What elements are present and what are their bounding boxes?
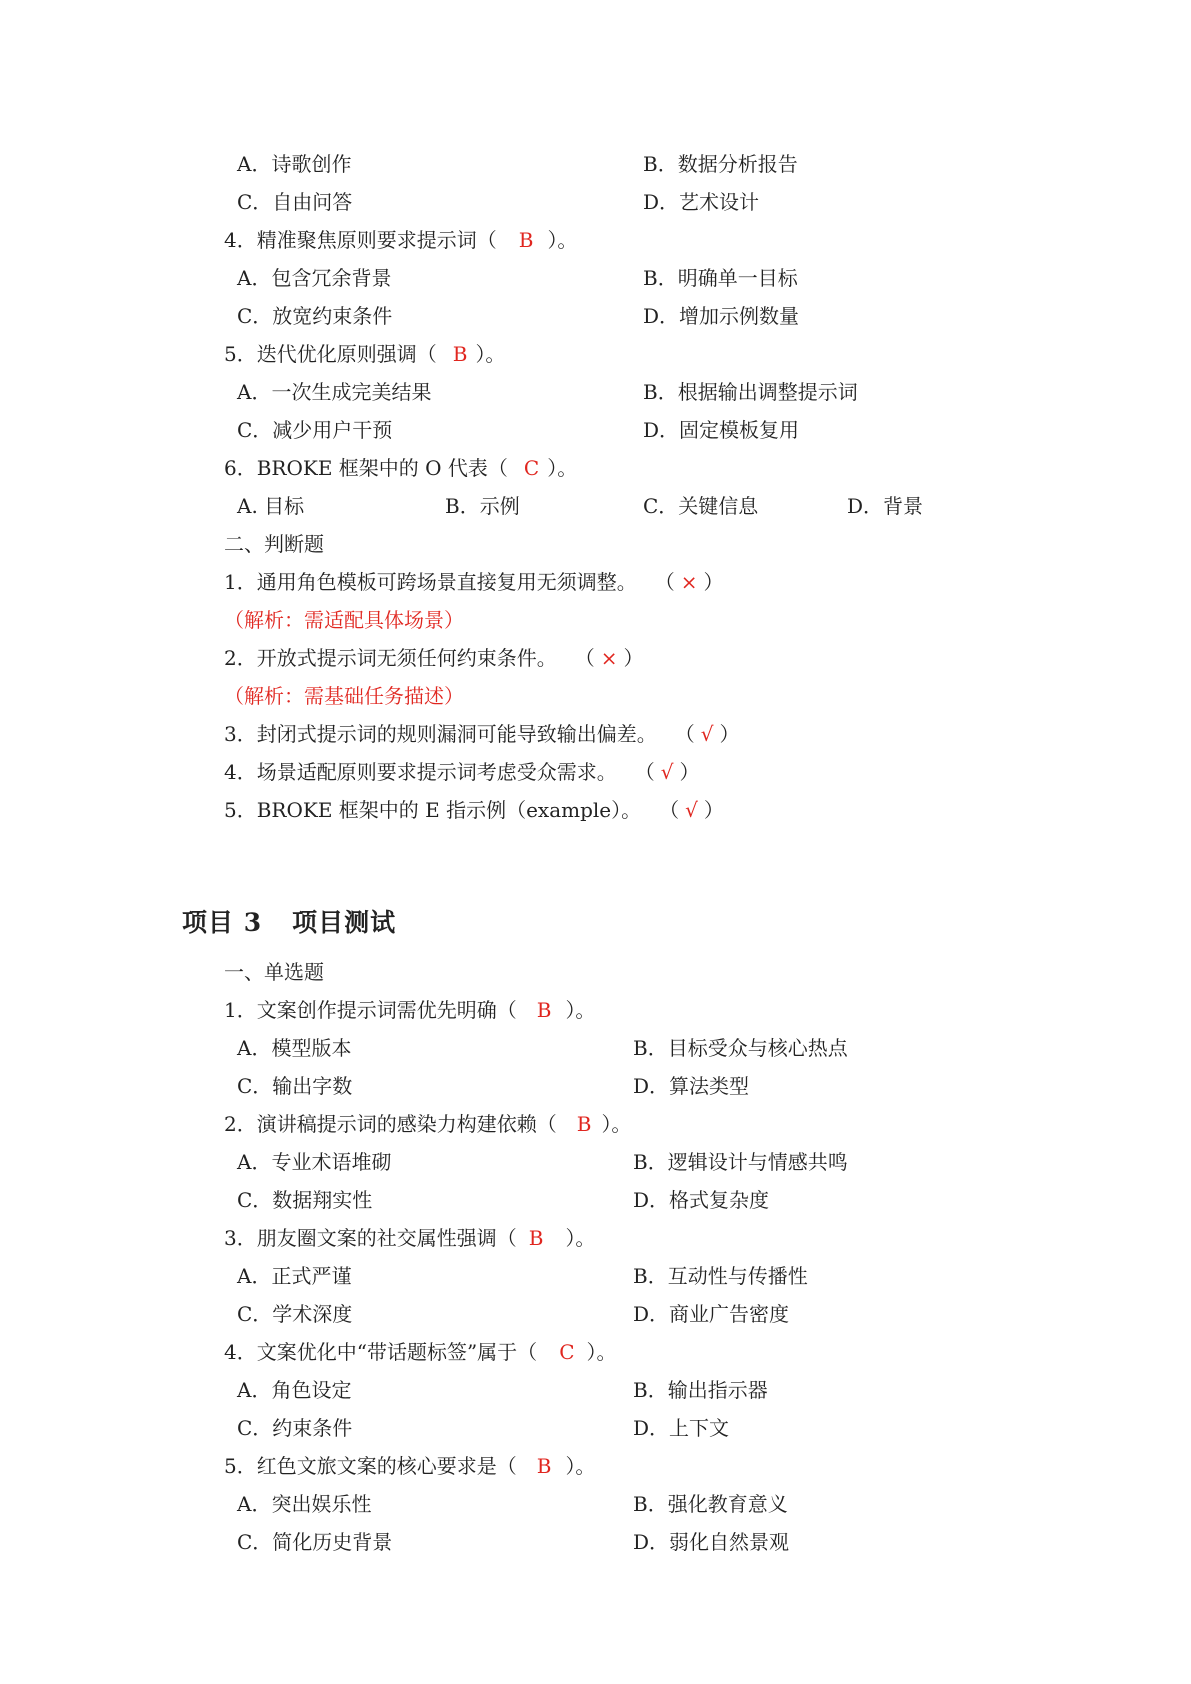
- answer-mark: ×: [680, 570, 698, 594]
- option-b: B．输出指示器: [633, 1378, 768, 1402]
- question-stem: [224, 998, 595, 1022]
- question-stem: [224, 1454, 595, 1478]
- option-b: B．目标受众与核心热点: [633, 1036, 848, 1060]
- option-c: C．约束条件: [237, 1416, 353, 1440]
- question-stem: [224, 228, 577, 252]
- option-c: C．数据翔实性: [237, 1188, 373, 1212]
- option-a: A．突出娱乐性: [237, 1492, 372, 1516]
- heading-number: 项目 3: [182, 908, 263, 937]
- stem-text: 5．迭代优化原则强调（: [224, 342, 437, 366]
- question-stem: [224, 456, 577, 480]
- stem-text: ）。: [547, 456, 578, 480]
- bracket-close: ）: [703, 570, 724, 594]
- answer-mark: B: [536, 1454, 552, 1478]
- option-c: C．简化历史背景: [237, 1530, 393, 1554]
- answer-mark: C: [523, 456, 540, 480]
- bracket-open: （: [634, 760, 655, 784]
- option-b: B．数据分析报告: [643, 152, 798, 176]
- option-c: C．自由问答: [237, 190, 353, 214]
- option-a: A．专业术语堆砌: [237, 1150, 392, 1174]
- analysis-note: （解析：需适配具体场景）: [224, 608, 464, 632]
- option-c: C．关键信息: [643, 494, 759, 518]
- heading-title: 项目测试: [292, 908, 397, 937]
- option-d: D．上下文: [633, 1416, 730, 1440]
- answer-mark: B: [528, 1226, 544, 1250]
- stem-text: ）。: [586, 1340, 617, 1364]
- answer-mark: √: [660, 760, 674, 784]
- answer-mark: ×: [600, 646, 618, 670]
- bracket-close: ）: [679, 760, 700, 784]
- judgement-item: [224, 722, 739, 746]
- option-c: C．学术深度: [237, 1302, 353, 1326]
- judgement-item: [224, 798, 724, 822]
- bracket-open: （: [659, 798, 680, 822]
- option-b: B．强化教育意义: [633, 1492, 788, 1516]
- option-a: A．角色设定: [237, 1378, 352, 1402]
- bracket-open: （: [574, 646, 595, 670]
- answer-mark: B: [518, 228, 534, 252]
- option-d: D．算法类型: [633, 1074, 750, 1098]
- answer-mark: B: [452, 342, 468, 366]
- project-heading: [182, 908, 396, 938]
- bracket-open: （: [674, 722, 695, 746]
- stem-text: ）。: [547, 228, 578, 252]
- option-b: B．根据输出调整提示词: [643, 380, 858, 404]
- judgement-item: [224, 570, 724, 594]
- option-c: C．输出字数: [237, 1074, 353, 1098]
- answer-mark: √: [685, 798, 698, 822]
- stem-text: 4．文案优化中“带话题标签”属于（: [224, 1340, 538, 1364]
- judgement-text: 1．通用角色模板可跨场景直接复用无须调整。: [224, 570, 637, 594]
- answer-mark: √: [700, 722, 714, 746]
- answer-mark: C: [559, 1340, 575, 1364]
- option-d: D．增加示例数量: [643, 304, 800, 328]
- option-a: A. 目标: [237, 494, 305, 518]
- option-d: D．格式复杂度: [633, 1188, 770, 1212]
- bracket-close: ）: [623, 646, 644, 670]
- judgement-text: 2．开放式提示词无须任何约束条件。: [224, 646, 557, 670]
- bracket-open: （: [654, 570, 675, 594]
- section-title: 一、单选题: [224, 960, 324, 984]
- option-d: D．弱化自然景观: [633, 1530, 790, 1554]
- option-d: D．商业广告密度: [633, 1302, 790, 1326]
- judgement-text: 3．封闭式提示词的规则漏洞可能导致输出偏差。: [224, 722, 657, 746]
- analysis-note: （解析：需基础任务描述）: [224, 684, 464, 708]
- stem-text: ）。: [565, 1454, 596, 1478]
- option-b: B．明确单一目标: [643, 266, 798, 290]
- option-a: A．包含冗余背景: [237, 266, 392, 290]
- judgement-item: [224, 760, 699, 784]
- bracket-close: ）: [703, 798, 724, 822]
- judgement-text: 4．场景适配原则要求提示词考虑受众需求。: [224, 760, 617, 784]
- stem-text: ）。: [565, 1226, 596, 1250]
- option-d: D．艺术设计: [643, 190, 760, 214]
- option-d: D．固定模板复用: [643, 418, 800, 442]
- option-a: A．诗歌创作: [237, 152, 352, 176]
- option-b: B．逻辑设计与情感共鸣: [633, 1150, 848, 1174]
- section-title: 二、判断题: [224, 532, 324, 556]
- answer-mark: B: [536, 998, 552, 1022]
- question-stem: [224, 1226, 595, 1250]
- stem-text: ）。: [601, 1112, 632, 1136]
- option-a: A．正式严谨: [237, 1264, 352, 1288]
- option-b: B．互动性与传播性: [633, 1264, 808, 1288]
- stem-text: 2．演讲稿提示词的感染力构建依赖（: [224, 1112, 557, 1136]
- option-c: C．放宽约束条件: [237, 304, 393, 328]
- question-stem: [224, 1340, 617, 1364]
- option-a: A．一次生成完美结果: [237, 380, 432, 404]
- stem-text: 6．BROKE 框架中的 O 代表（: [224, 456, 508, 480]
- judgement-text: 5．BROKE 框架中的 E 指示例（example）。: [224, 798, 642, 822]
- option-b: B．示例: [445, 494, 520, 518]
- stem-text: ）。: [565, 998, 596, 1022]
- option-d: D．背景: [847, 494, 924, 518]
- option-a: A．模型版本: [237, 1036, 352, 1060]
- question-stem: [224, 1112, 631, 1136]
- stem-text: 3．朋友圈文案的社交属性强调（: [224, 1226, 517, 1250]
- judgement-item: [224, 646, 644, 670]
- stem-text: ）。: [475, 342, 506, 366]
- option-c: C．减少用户干预: [237, 418, 393, 442]
- bracket-close: ）: [719, 722, 740, 746]
- question-stem: [224, 342, 505, 366]
- stem-text: 1．文案创作提示词需优先明确（: [224, 998, 517, 1022]
- stem-text: 5．红色文旅文案的核心要求是（: [224, 1454, 517, 1478]
- stem-text: 4．精准聚焦原则要求提示词（: [224, 228, 497, 252]
- answer-mark: B: [576, 1112, 592, 1136]
